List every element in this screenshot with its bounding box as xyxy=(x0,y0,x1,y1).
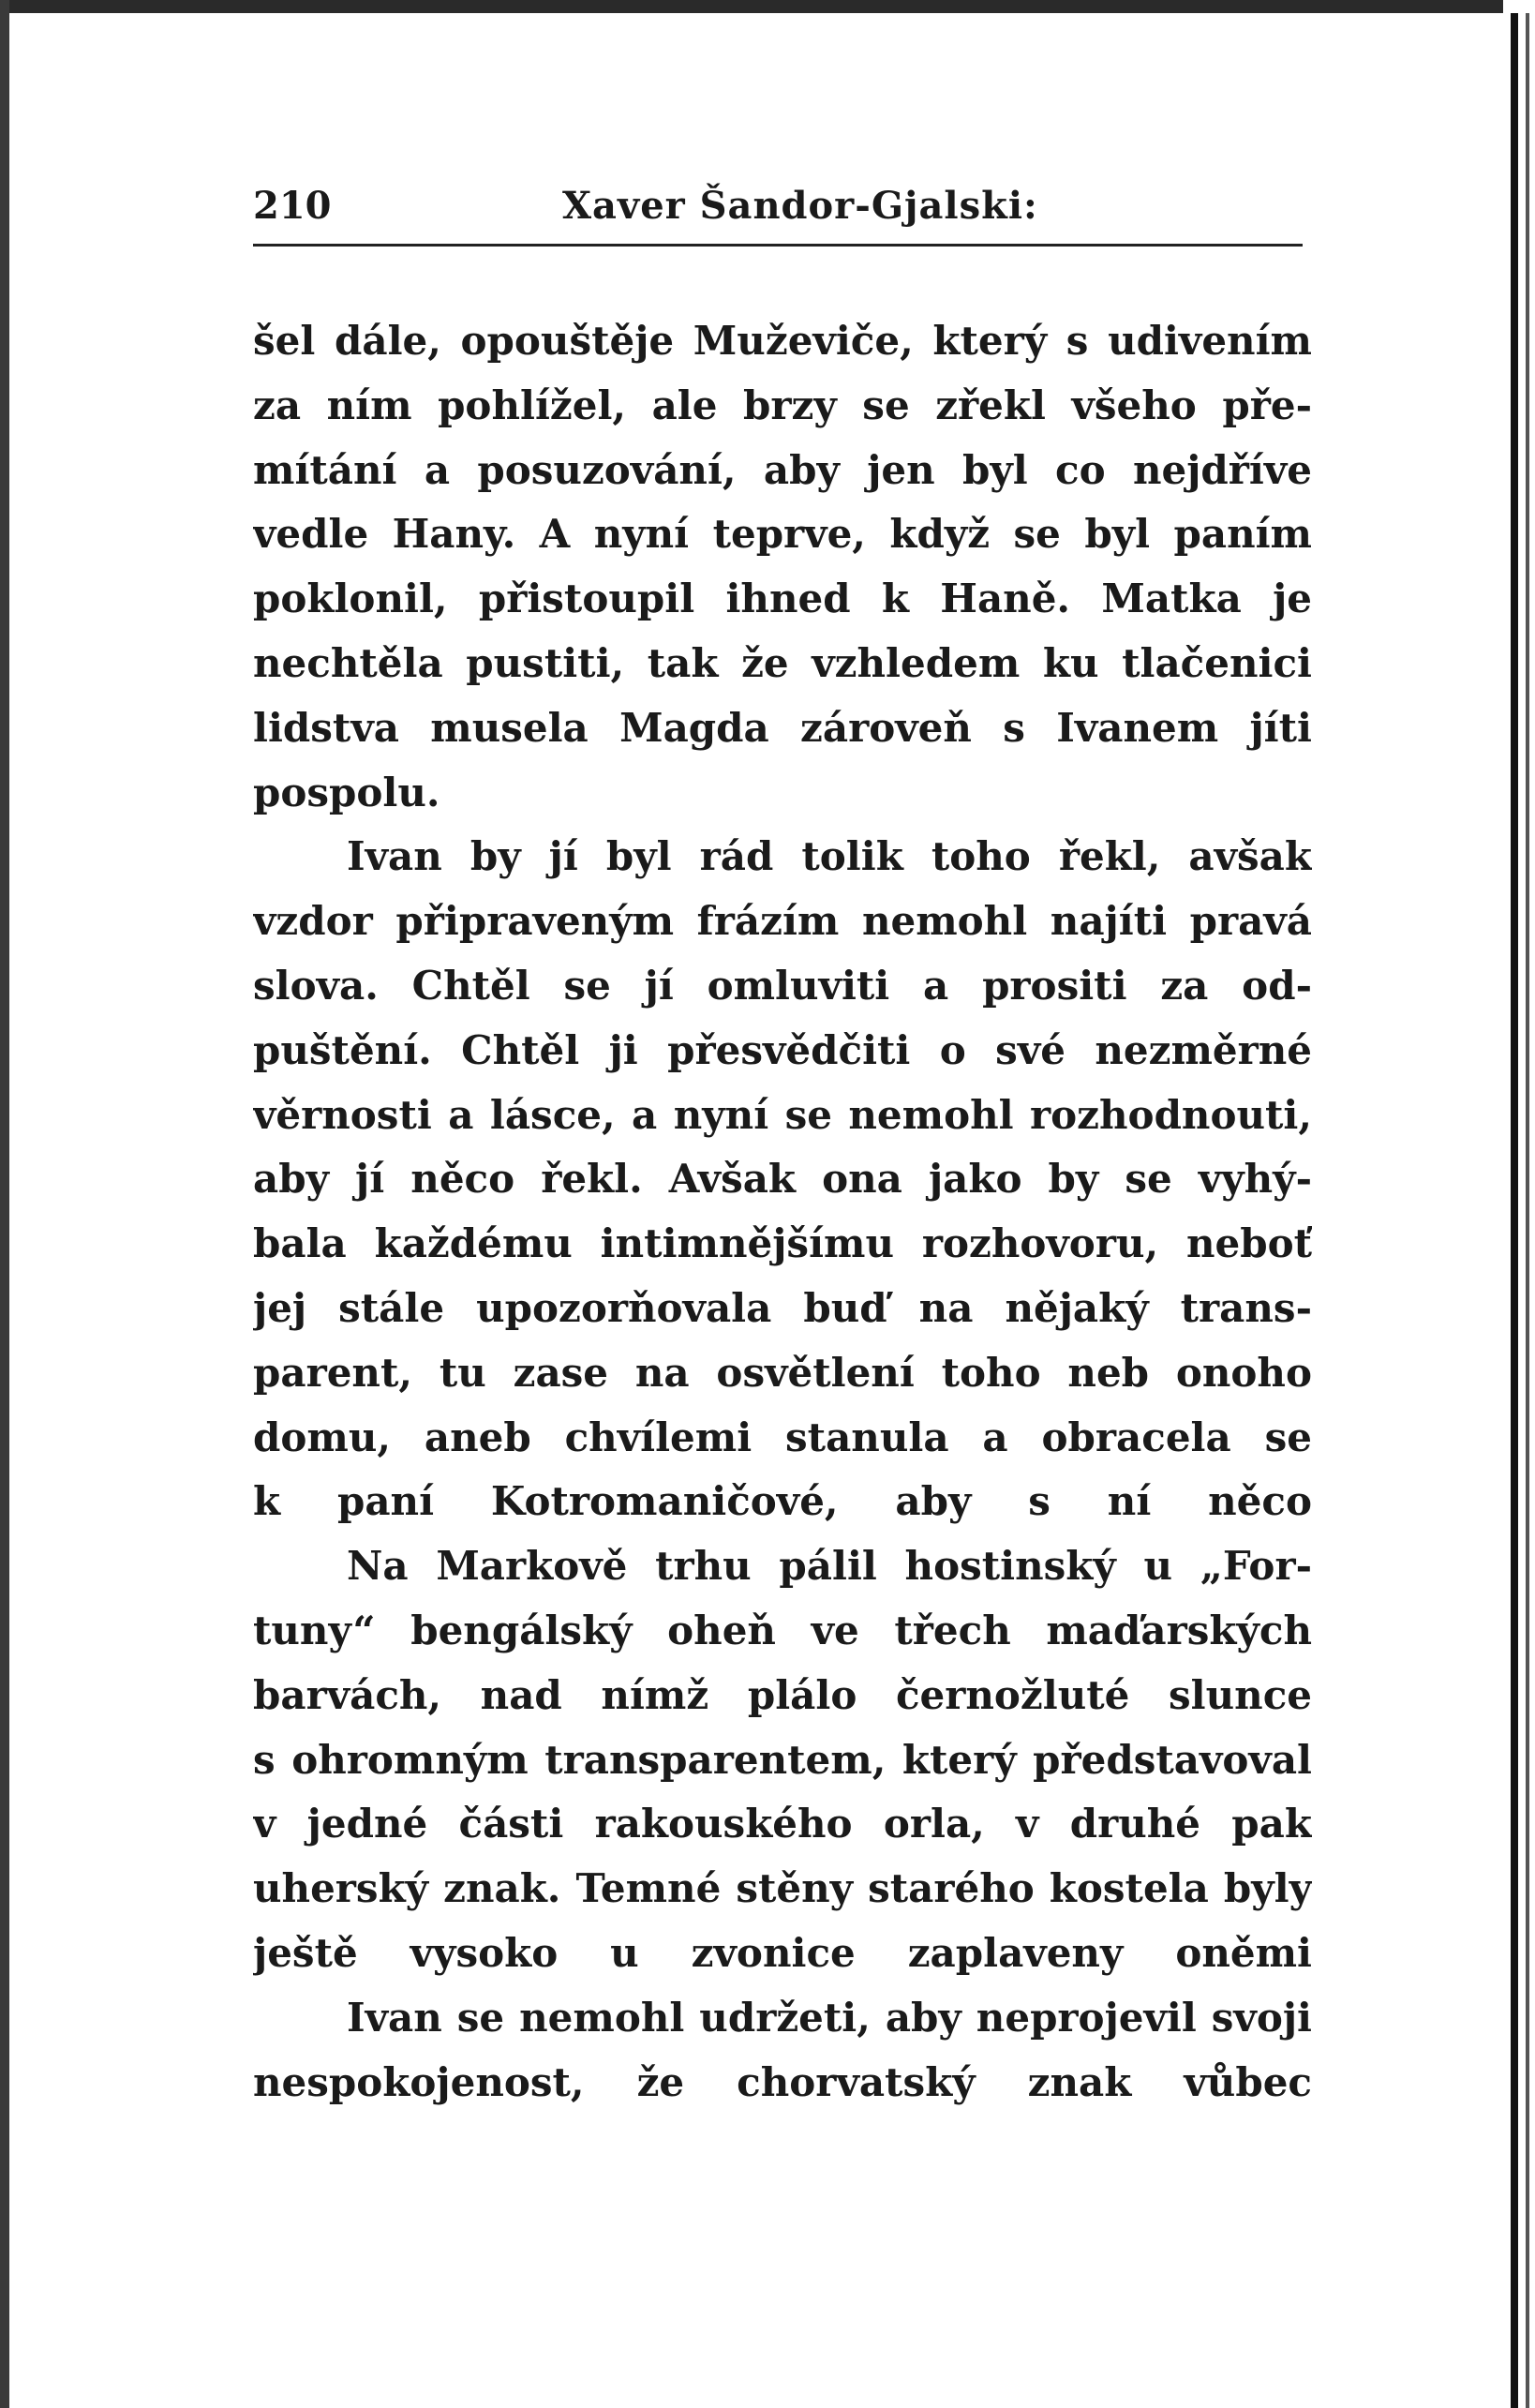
text-line: nespokojenost, že chorvatský znak vůbec xyxy=(253,2058,1312,2105)
text-line: puštění. Chtěl ji přesvědčiti o své nezměrné xyxy=(253,1026,1312,1073)
scan-border-left xyxy=(0,0,9,2408)
text-line: s ohromným transparentem, který představoval xyxy=(253,1736,1312,1783)
text-line: šel dále, opouštěje Muževiče, který s udivením xyxy=(253,318,1312,364)
text-line: poklonil, přistoupil ihned k Haně. Matka je xyxy=(253,576,1312,622)
body-text xyxy=(253,309,1312,2115)
text-line: pospolu. xyxy=(253,769,440,815)
page-number: 210 xyxy=(253,184,332,228)
text-line: mítání a posuzování, aby jen byl co nejdříve xyxy=(253,446,1312,493)
running-head: Xaver Šandor-Gjalski: xyxy=(562,184,1038,228)
text-line: vzdor připraveným frázím nemohl najíti pravá xyxy=(253,898,1312,945)
text-line: nechtěla pustiti, tak že vzhledem ku tlačenici xyxy=(253,639,1312,686)
text-line: barvách, nad nímž plálo černožluté slunce xyxy=(253,1671,1312,1718)
paragraph-first-line: Na Markově trhu pálil hostinský u „For- xyxy=(347,1543,1312,1590)
text-line: bala každému intimnějšímu rozhovoru, neboť xyxy=(253,1220,1312,1267)
text-line: k paní Kotromaničové, aby s ní něco xyxy=(253,1478,1312,1525)
text-line: za ním pohlížel, ale brzy se zřekl všeho pře- xyxy=(253,381,1312,428)
text-line: aby jí něco řekl. Avšak ona jako by se vyhý- xyxy=(253,1156,1312,1203)
text-line: jej stále upozorňovala buď na nějaký trans- xyxy=(253,1284,1312,1331)
text-line: domu, aneb chvílemi stanula a obracela se xyxy=(253,1413,1312,1460)
text-line: věrnosti a lásce, a nyní se nemohl rozhodnouti, xyxy=(253,1091,1312,1138)
text-line: parent, tu zase na osvětlení toho neb onoho xyxy=(253,1349,1312,1396)
text-line: tuny“ bengálský oheň ve třech maďarských xyxy=(253,1607,1312,1653)
text-line: v jedné části rakouského orla, v druhé pak xyxy=(253,1801,1312,1847)
text-line: uherský znak. Temné stěny starého kostela byly xyxy=(253,1865,1312,1912)
text-line: ještě vysoko u zvonice zaplaveny oněmi xyxy=(253,1929,1312,1976)
text-line: slova. Chtěl se jí omluviti a prositi za od- xyxy=(253,962,1312,1009)
text-line: lidstva musela Magda zároveň s Ivanem jíti xyxy=(253,704,1312,751)
text-line: vedle Hany. A nyní teprve, když se byl paním xyxy=(253,511,1312,558)
paragraph-first-line: Ivan by jí byl rád tolik toho řekl, avšak xyxy=(347,833,1312,880)
paragraph-first-line: Ivan se nemohl udržeti, aby neprojevil svoji xyxy=(347,1994,1312,2041)
page-header xyxy=(253,178,1303,247)
scan-border-right xyxy=(1503,0,1535,2408)
scan-border-top xyxy=(0,0,1535,13)
